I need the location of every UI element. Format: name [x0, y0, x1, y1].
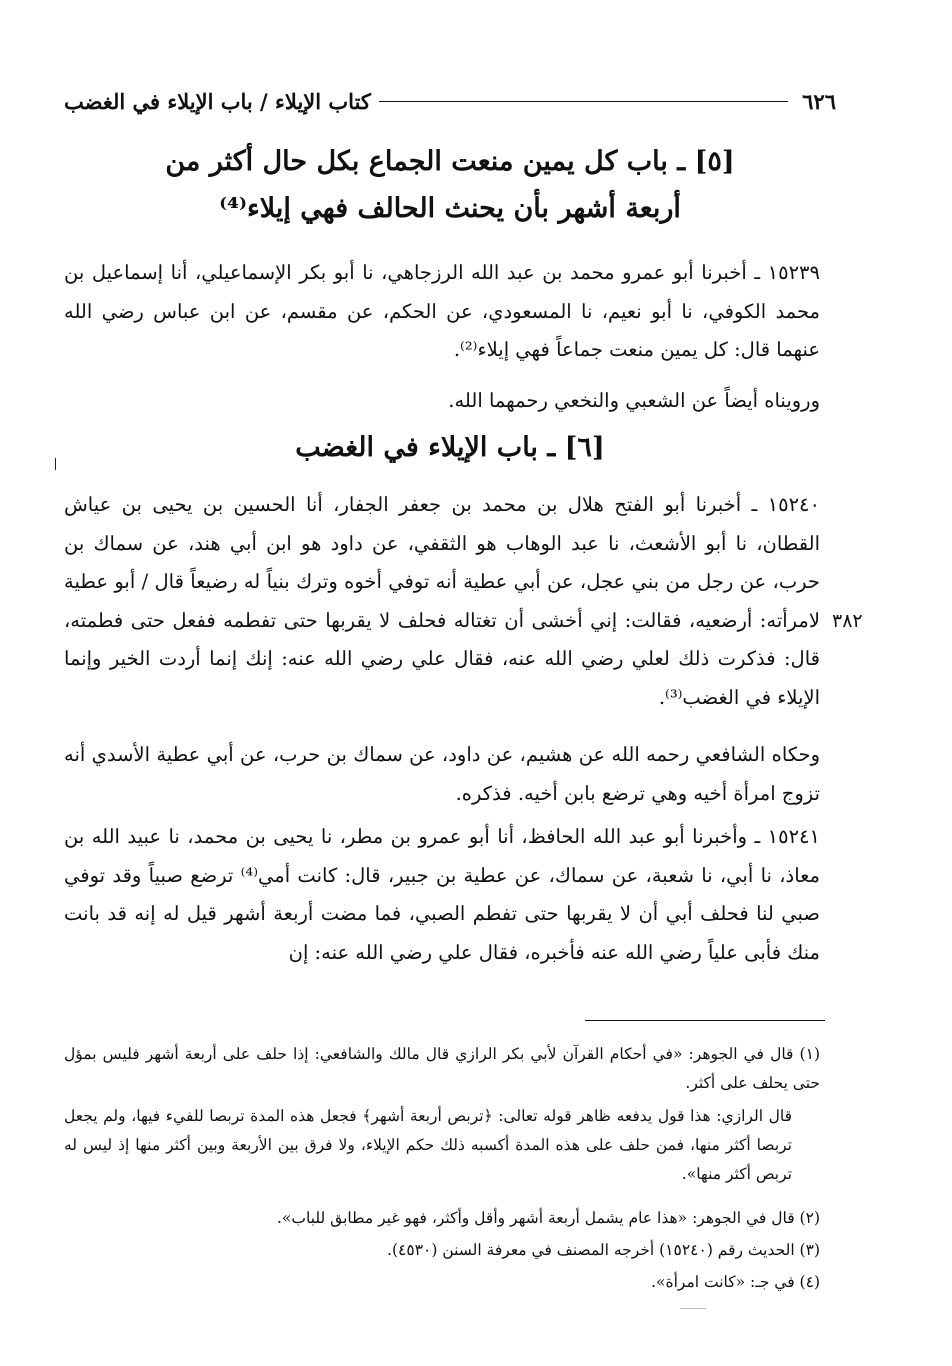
hadith-15239: ١٥٢٣٩ ـ أخبرنا أبو عمرو محمد بن عبد الله الرزجاهي، نا أبو بكر الإسماعيلي، أنا إسماعيل بن محمد الكوفي، نا أبو نعيم، نا المسعودي، عن الحكم، عن مقسم، عن ابن عباس رضي الله عنهما قال: كل يمين منعت جماعاً فهي إيلاء⁽²⁾. [64, 261, 820, 361]
page-header [64, 86, 836, 116]
page-number: ٦٢٦ [802, 88, 836, 114]
hadith-15241: ١٥٢٤١ ـ وأخبرنا أبو عبد الله الحافظ، أنا أبو عمرو بن مطر، نا يحيى بن محمد، نا عبيد الله بن معاذ، نا أبي، نا شعبة، عن سماك، عن عطية بن جبير، قال: كانت أمي⁽⁴⁾ ترضع صبياً وقد توفي صبي لنا فحلف أبي أن لا يقربها حتى تفطم الصبي، فما مضت أربعة أشهر قيل له إنه قد بانت منك فأبى علياً رضي الله عنه فأخبره، فقال علي رضي الله عنه: إن [64, 825, 821, 964]
chapter-5-title-line-2: أربعة أشهر بأن يحنث الحالف فهي إيلاء⁽⁴⁾ [219, 193, 681, 224]
paragraph-narration-note: ورويناه أيضاً عن الشعبي والنخعي رحمهما الله. [448, 389, 820, 412]
footnote-2: (٢) قال في الجوهر: «هذا عام يشمل أربعة أشهر وأقل وأكثر، فهو غير مطابق للباب». [277, 1209, 820, 1227]
footnote-4: (٤) في جـ: «كانت امرأة». [651, 1273, 820, 1291]
margin-tick [55, 458, 56, 470]
paragraph-shafii: وحكاه الشافعي رحمه الله عن هشيم، عن داود، عن سماك بن حرب، عن أبي عطية الأسدي أنه تزوج امرأة أخيه وهي ترضع بابن أخيه. فذكره. [64, 743, 820, 805]
print-mark [680, 1308, 706, 1309]
margin-page-reference: ٣٨٢ [832, 610, 863, 632]
chapter-6-title: [٦] ـ باب الإيلاء في الغضب [295, 432, 605, 463]
footnote-3: (٣) الحديث رقم (١٥٢٤٠) أخرجه المصنف في معرفة السنن (٤٥٣٠). [387, 1241, 820, 1259]
chapter-5-title-line-1: [٥] ـ باب كل يمين منعت الجماع بكل حال أكثر من [165, 146, 735, 177]
header-rule [379, 101, 788, 102]
footnote-1: (١) قال في الجوهر: «في أحكام القرآن لأبي بكر الرازي قال مالك والشافعي: إذا حلف على أربعة أشهر فليس بمؤل حتى يحلف على أكثر. [64, 1045, 820, 1092]
footnote-separator [585, 1020, 825, 1021]
hadith-15240: ١٥٢٤٠ ـ أخبرنا أبو الفتح هلال بن محمد بن جعفر الجفار، أنا الحسين بن يحيى بن عياش القطان، نا أبو الأشعث، نا عبد الوهاب هو الثقفي، عن داود هو ابن أبي هند، عن سماك بن حرب، عن رجل من بني عجل، عن أبي عطية أنه توفي أخوه وترك بنياً له رضيعاً قال / أبو عطية لامرأته: أرضعيه، فقالت: إني أخشى أن تغتاله فحلف لا يقربها حتى تفطمه ففعل حتى فطمته، قال: فذكرت ذلك لعلي رضي الله عنه، فقال علي رضي الله عنه: إنك إنما أردت الخير وإنما الإيلاء في الغضب⁽³⁾. [64, 493, 820, 709]
footnote-1-continued: قال الرازي: هذا قول يدفعه ظاهر قوله تعالى: ﴿تربص أربعة أشهر﴾ فجعل هذه المدة تربصا للفيء فيها، ولم يجعل تربصا أكثر منها، فمن حلف على هذه المدة أكسبه ذلك حكم الإيلاء، ولا فرق بين الأربعة وبين أكثر منها إذ ليس له تربص أكثر منها». [64, 1107, 792, 1183]
running-title: كتاب الإيلاء / باب الإيلاء في الغضب [64, 88, 371, 114]
